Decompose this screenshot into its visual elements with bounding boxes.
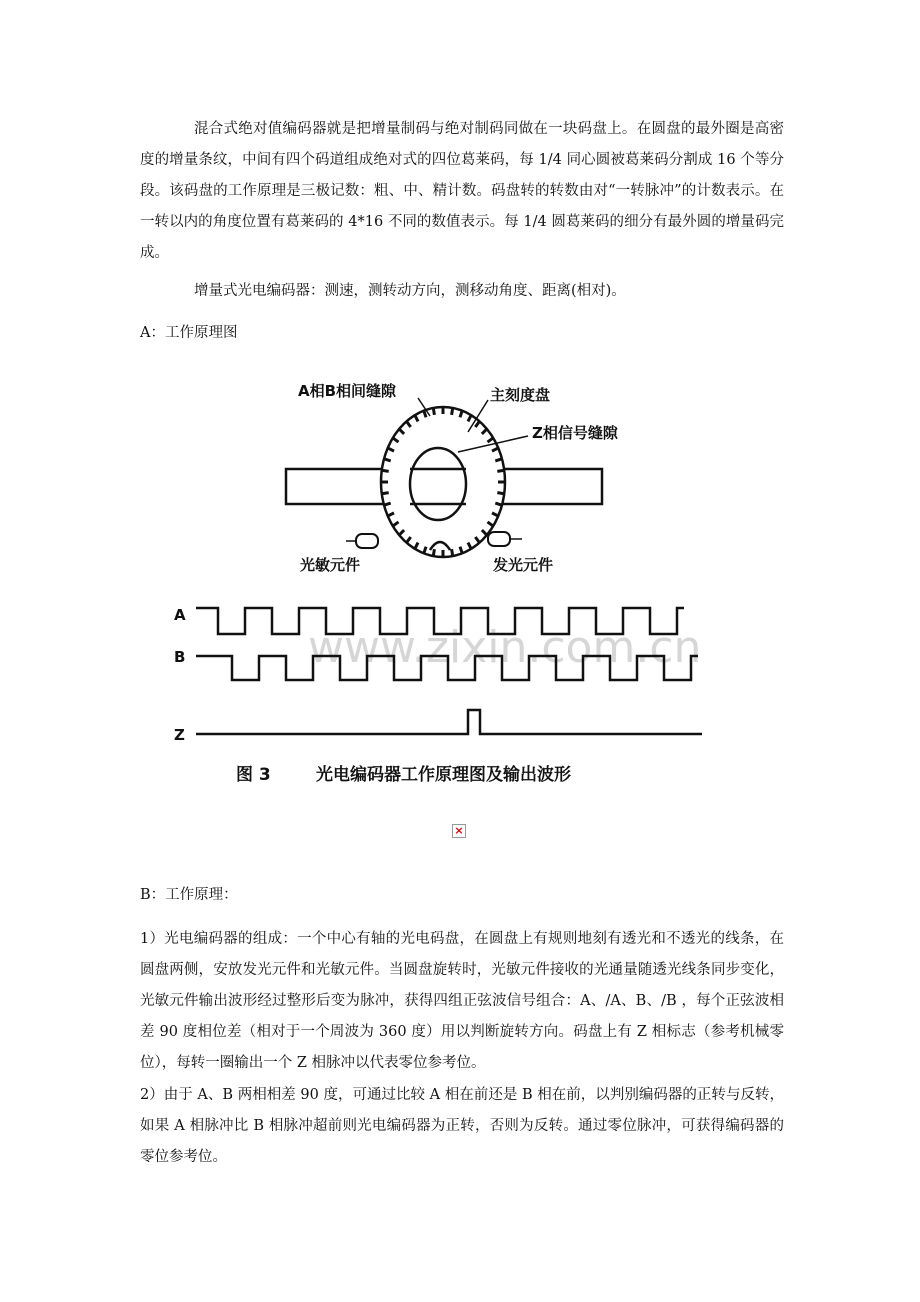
watermark: www.zixin.com.cn [308,622,702,673]
disk-tick [424,547,426,554]
disk-tick [382,470,389,471]
section-label-a: A：工作原理图 [140,325,238,341]
label-ab-gap: A相B相间缝隙 [298,382,397,400]
waveform-z [196,710,702,734]
disk-tick [433,549,434,556]
signal-label-a: A [174,606,186,624]
disk-tick [460,411,462,418]
paragraph-direction: 2）由于 A、B 两相相差 90 度，可通过比较 A 相在前还是 B 相在前，以判别编码器的正转与反转，如果 A 相脉冲比 B 相脉冲超前则光电编码器为正转，否则为反转。通过零位脉冲，可获得编码器的零位参考位。 [140,1087,784,1165]
disk-tick [497,470,504,471]
photosensor-element [346,534,378,548]
code-disk [381,407,505,557]
disk-tick [424,411,426,418]
disk-tick [382,493,389,494]
disk-tick [384,459,391,461]
section-label-b: B：工作原理： [140,887,238,903]
paragraph-hybrid-encoder: 混合式绝对值编码器就是把增量制码与绝对制码同做在一块码盘上。在圆盘的最外圈是高密度的增量条纹，中间有四个码道组成绝对式的四位葛莱码，每 1/4 同心圆被葛莱码分割成 16 个等分段。该码盘的工作原理是三极记数：粗、中、精计数。码盘转的转数由对“一转脉冲”的计数表示。在一转以内的角度位置有葛莱码的 4*16 不同的数值表示。每 1/4 圆葛莱码的细分有最外圆的增量码完成。 [140,121,784,261]
emitter-element [488,532,522,546]
caption-text: 光电编码器工作原理图及输出波形 [316,765,571,785]
disk-tick [497,493,504,494]
broken-image-icon: × [452,824,466,838]
disk-tick [384,503,391,505]
encoder-principle-figure [168,372,708,802]
label-z-gap: Z相信号缝隙 [532,424,618,442]
paragraph-incremental-encoder: 增量式光电编码器：测速，测转动方向，测移动角度、距离(相对)。 [194,283,626,299]
disk-tick [495,459,502,461]
signal-label-b: B [174,648,186,666]
caption-number: 图 3 [236,765,271,785]
signal-label-z: Z [174,726,185,744]
disk-tick [433,408,434,415]
paragraph-composition: 1）光电编码器的组成：一个中心有轴的光电码盘，在圆盘上有规则地刻有透光和不透光的线条，在圆盘两侧，安放发光元件和光敏元件。当圆盘旋转时，光敏元件接收的光通量随透光线条同步变化，光敏元件输出波形经过整形后变为脉冲，获得四组正弦波信号组合：A、/A、B、/B ，每个正弦波相差 90 度相位差（相对于一个周波为 360 度）用以判断旋转方向。码盘上有 Z 相标志（参考机械零位），每转一圈输出一个 Z 相脉冲以代表零位参考位。 [140,931,784,1071]
label-photosensor: 光敏元件 [300,556,361,574]
disk-tick [452,408,453,415]
disk-tick [495,503,502,505]
disk-tick [452,549,453,556]
label-main-disk: 主刻度盘 [490,386,551,404]
label-emitter: 发光元件 [493,556,554,574]
disk-tick [460,547,462,554]
